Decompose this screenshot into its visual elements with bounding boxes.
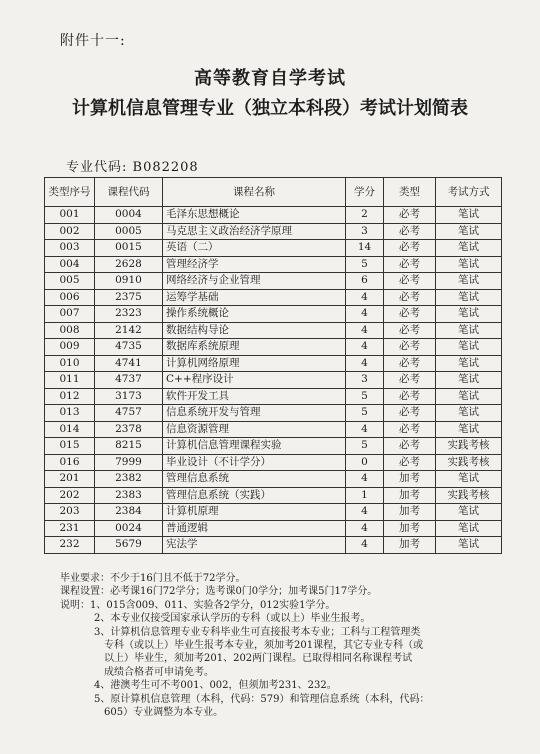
row-exam-method: 笔试 — [436, 207, 502, 224]
row-course-name: 数据结构导论 — [163, 322, 346, 339]
row-category: 必考 — [384, 339, 436, 356]
row-course-code: 0910 — [95, 273, 163, 290]
table-row — [45, 421, 502, 438]
row-exam-method: 笔试 — [436, 372, 502, 389]
table-row — [45, 520, 502, 537]
row-category: 必考 — [384, 240, 436, 257]
row-course-name: 普通逻辑 — [163, 520, 346, 537]
row-course-code: 5679 — [95, 537, 163, 554]
header-type-no: 类型序号 — [45, 178, 95, 207]
row-type-no: 009 — [45, 339, 95, 356]
row-credits: 0 — [346, 454, 384, 471]
row-category: 必考 — [384, 256, 436, 273]
row-course-code: 2378 — [95, 421, 163, 438]
row-course-name: 操作系统概论 — [163, 306, 346, 323]
row-course-name: 计算机网络原理 — [163, 355, 346, 372]
row-exam-method: 笔试 — [436, 471, 502, 488]
row-type-no: 011 — [45, 372, 95, 389]
row-course-name: 管理信息系统（实践） — [163, 487, 346, 504]
row-course-name: 计算机原理 — [163, 504, 346, 521]
row-course-name: 数据库系统原理 — [163, 339, 346, 356]
row-course-name: 运筹学基础 — [163, 289, 346, 306]
table-row — [45, 256, 502, 273]
row-category: 必考 — [384, 306, 436, 323]
row-course-code: 4757 — [95, 405, 163, 422]
row-type-no: 015 — [45, 438, 95, 455]
row-course-code: 2142 — [95, 322, 163, 339]
row-category: 必考 — [384, 223, 436, 240]
row-credits: 3 — [346, 223, 384, 240]
notes-section — [60, 572, 520, 719]
row-category: 必考 — [384, 355, 436, 372]
row-course-name: 网络经济与企业管理 — [163, 273, 346, 290]
row-course-code: 2384 — [95, 504, 163, 521]
row-course-name: 宪法学 — [163, 537, 346, 554]
row-type-no: 005 — [45, 273, 95, 290]
note-line: 成绩合格者可申请免考。 — [104, 666, 214, 678]
row-category: 必考 — [384, 372, 436, 389]
row-course-code: 2383 — [95, 487, 163, 504]
row-course-name: 毛泽东思想概论 — [163, 207, 346, 224]
row-credits: 4 — [346, 520, 384, 537]
row-course-code: 2628 — [95, 256, 163, 273]
row-type-no: 016 — [45, 454, 95, 471]
course-settings: 课程设置：必考课16门72学分；选考课0门0学分；加考课5门17学分。 — [60, 586, 378, 598]
table-row — [45, 537, 502, 554]
note-line: 605）专业调整为本专业。 — [104, 707, 224, 719]
table-row — [45, 223, 502, 240]
row-course-name: C++程序设计 — [163, 372, 346, 389]
row-credits: 14 — [346, 240, 384, 257]
row-credits: 4 — [346, 471, 384, 488]
row-exam-method: 笔试 — [436, 306, 502, 323]
row-exam-method: 笔试 — [436, 339, 502, 356]
row-course-code: 2382 — [95, 471, 163, 488]
attachment-label: 附件十一: — [60, 33, 126, 49]
row-type-no: 002 — [45, 223, 95, 240]
row-category: 加考 — [384, 520, 436, 537]
row-credits: 6 — [346, 273, 384, 290]
note-line: 3、计算机信息管理专业专科毕业生可直接报考本专业；工科与工程管理类 — [94, 626, 421, 638]
table-row — [45, 306, 502, 323]
row-course-code: 4741 — [95, 355, 163, 372]
row-type-no: 202 — [45, 487, 95, 504]
row-credits: 3 — [346, 372, 384, 389]
row-credits: 4 — [346, 504, 384, 521]
table-row — [45, 273, 502, 290]
table-header-row — [45, 178, 502, 207]
row-type-no: 232 — [45, 537, 95, 554]
row-course-code: 2323 — [95, 306, 163, 323]
row-exam-method: 笔试 — [436, 223, 502, 240]
table-body — [45, 207, 502, 554]
table-row — [45, 405, 502, 422]
row-category: 加考 — [384, 537, 436, 554]
row-type-no: 013 — [45, 405, 95, 422]
note-line: 以上）毕业生，须加考201、202两门课程。已取得相同名称课程考试 — [104, 653, 413, 665]
row-type-no: 007 — [45, 306, 95, 323]
row-credits: 4 — [346, 339, 384, 356]
row-credits: 1 — [346, 487, 384, 504]
row-course-code: 4735 — [95, 339, 163, 356]
table-row — [45, 471, 502, 488]
row-category: 必考 — [384, 405, 436, 422]
row-course-code: 0024 — [95, 520, 163, 537]
row-exam-method: 笔试 — [436, 322, 502, 339]
row-type-no: 001 — [45, 207, 95, 224]
exam-plan-table — [44, 177, 502, 554]
note-line: 5、原计算机信息管理（本科，代码：579）和管理信息系统（本科，代码： — [94, 693, 430, 705]
row-credits: 2 — [346, 207, 384, 224]
row-exam-method: 实践考核 — [436, 454, 502, 471]
row-type-no: 012 — [45, 388, 95, 405]
row-type-no: 004 — [45, 256, 95, 273]
row-course-code: 8215 — [95, 438, 163, 455]
row-exam-method: 笔试 — [436, 355, 502, 372]
table-row — [45, 454, 502, 471]
row-course-name: 计算机信息管理课程实验 — [163, 438, 346, 455]
table-row — [45, 388, 502, 405]
table-row — [45, 487, 502, 504]
row-type-no: 231 — [45, 520, 95, 537]
row-type-no: 003 — [45, 240, 95, 257]
row-category: 必考 — [384, 421, 436, 438]
row-category: 加考 — [384, 471, 436, 488]
row-course-code: 0015 — [95, 240, 163, 257]
row-course-code: 3173 — [95, 388, 163, 405]
row-course-name: 英语（二） — [163, 240, 346, 257]
row-credits: 4 — [346, 421, 384, 438]
table-row — [45, 355, 502, 372]
row-type-no: 006 — [45, 289, 95, 306]
row-exam-method: 笔试 — [436, 537, 502, 554]
row-course-code: 0004 — [95, 207, 163, 224]
row-exam-method: 笔试 — [436, 520, 502, 537]
table-row — [45, 322, 502, 339]
row-credits: 4 — [346, 306, 384, 323]
row-category: 必考 — [384, 438, 436, 455]
row-exam-method: 实践考核 — [436, 487, 502, 504]
row-exam-method: 笔试 — [436, 289, 502, 306]
table-row — [45, 240, 502, 257]
row-course-name: 毕业设计（不计学分） — [163, 454, 346, 471]
document-title: 高等教育自学考试 — [194, 68, 346, 89]
header-category: 类型 — [384, 178, 436, 207]
header-course-code: 课程代码 — [95, 178, 163, 207]
row-course-code: 0005 — [95, 223, 163, 240]
row-course-name: 马克思主义政治经济学原理 — [163, 223, 346, 240]
row-credits: 4 — [346, 355, 384, 372]
row-course-name: 信息资源管理 — [163, 421, 346, 438]
row-course-code: 2375 — [95, 289, 163, 306]
row-category: 加考 — [384, 487, 436, 504]
document-subtitle: 计算机信息管理专业（独立本科段）考试计划简表 — [72, 98, 468, 119]
row-category: 加考 — [384, 504, 436, 521]
row-credits: 5 — [346, 388, 384, 405]
graduation-requirement: 毕业要求：不少于16门且不低于72学分。 — [60, 573, 246, 584]
row-course-name: 管理经济学 — [163, 256, 346, 273]
row-category: 必考 — [384, 454, 436, 471]
row-exam-method: 笔试 — [436, 240, 502, 257]
row-credits: 4 — [346, 537, 384, 554]
row-course-name: 信息系统开发与管理 — [163, 405, 346, 422]
row-category: 必考 — [384, 289, 436, 306]
row-type-no: 201 — [45, 471, 95, 488]
row-category: 必考 — [384, 388, 436, 405]
row-category: 必考 — [384, 273, 436, 290]
row-type-no: 014 — [45, 421, 95, 438]
note-line: 4、港澳考生可不考001、002，但须加考231、232。 — [94, 680, 337, 692]
row-course-code: 7999 — [95, 454, 163, 471]
note-line: 专科（或以上）毕业生报考本专业，须加考201课程，其它专业专科（或 — [104, 640, 424, 652]
row-credits: 4 — [346, 289, 384, 306]
row-exam-method: 笔试 — [436, 405, 502, 422]
row-exam-method: 笔试 — [436, 421, 502, 438]
header-exam-method: 考试方式 — [436, 178, 502, 207]
table-row — [45, 372, 502, 389]
row-course-name: 软件开发工具 — [163, 388, 346, 405]
header-credits: 学分 — [346, 178, 384, 207]
row-type-no: 010 — [45, 355, 95, 372]
row-category: 必考 — [384, 207, 436, 224]
row-credits: 5 — [346, 405, 384, 422]
row-type-no: 008 — [45, 322, 95, 339]
row-type-no: 203 — [45, 504, 95, 521]
row-credits: 5 — [346, 256, 384, 273]
row-exam-method: 笔试 — [436, 504, 502, 521]
row-course-code: 4737 — [95, 372, 163, 389]
note-line: 说明：1、015含009、011、实验各2学分，012实验1学分。 — [60, 599, 336, 611]
row-course-name: 管理信息系统 — [163, 471, 346, 488]
row-exam-method: 笔试 — [436, 273, 502, 290]
row-exam-method: 笔试 — [436, 388, 502, 405]
header-course-name: 课程名称 — [163, 178, 346, 207]
table-row — [45, 339, 502, 356]
note-line: 2、本专业仅接受国家承认学历的专科（或以上）毕业生报考。 — [94, 613, 371, 625]
row-exam-method: 笔试 — [436, 256, 502, 273]
table-row — [45, 289, 502, 306]
table-row — [45, 207, 502, 224]
table-row — [45, 438, 502, 455]
major-code: 专业代码: B082208 — [66, 160, 199, 175]
table-row — [45, 504, 502, 521]
row-category: 必考 — [384, 322, 436, 339]
row-exam-method: 实践考核 — [436, 438, 502, 455]
row-credits: 5 — [346, 438, 384, 455]
row-credits: 4 — [346, 322, 384, 339]
